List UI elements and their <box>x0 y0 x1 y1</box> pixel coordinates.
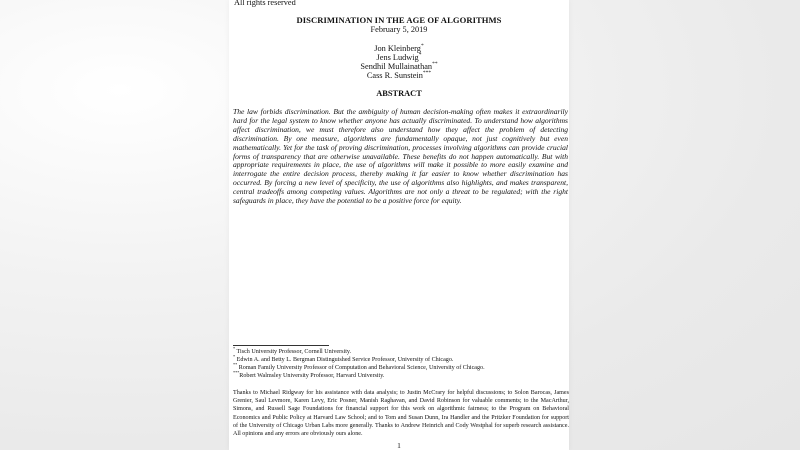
author-name: Cass R. Sunstein <box>366 71 423 80</box>
author-3 <box>229 62 569 71</box>
footnote-2 <box>233 354 454 365</box>
author-name: Jon Kleinberg <box>374 44 421 53</box>
author-mark: * <box>418 52 422 59</box>
paper-title: DISCRIMINATION IN THE AGE OF ALGORITHMS <box>296 15 502 25</box>
footnote-mark: * <box>233 346 236 351</box>
footnote-mark: *** <box>233 370 240 375</box>
footnote-4 <box>233 370 385 381</box>
footnote-mark: ** <box>233 362 238 367</box>
abstract-text: The law forbids discrimination. But the ambiguity of human decision-making often makes it extraordinarily hard for the legal system to know whether anyone has actually discriminated. To understand how algorithms affect discrimination, we must therefore also understand how they affect the problem of detecting discrimination. By one measure, algorithms are fundamentally opaque, not just cognitively but even mathematically. Yet for the task of proving discrimination, processes involving algorithms can provide crucial forms of transparency that are otherwise unavailable. These benefits do not happen automatically. But with appropriate requirements in place, the use of algorithms will make it possible to more easily examine and interrogate the entire decision process, thereby making it far easier to know whether discrimination has occurred. By forcing a new level of specificity, the use of algorithms also highlights, and makes transparent, central tradeoffs among competing values. Algorithms are not only a threat to be regulated; with the right safeguards in place, they have the potential to be a positive force for equity. <box>233 107 568 206</box>
author-4 <box>229 71 569 80</box>
author-mark: ** <box>432 61 438 68</box>
page-number: 1 <box>397 441 401 450</box>
footnote-divider <box>233 345 329 346</box>
footnote-text: Roman Family University Professor of Computation and Behavioral Science, University of Chicago. <box>237 365 485 372</box>
author-2 <box>229 53 569 62</box>
author-1 <box>229 44 569 53</box>
author-mark: *** <box>422 70 432 77</box>
footnote-text: Robert Walmsley University Professor, Harvard University. <box>239 373 385 380</box>
abstract-heading: ABSTRACT <box>376 89 422 98</box>
footnote-1 <box>233 346 352 357</box>
acknowledgements: Thanks to Michael Ridgway for his assistance with data analysis; to Justin McCrary for helpful discussions; to Solon Barocas, James Grenier, Saul Levmore, Karen Levy, Eric Posner, Manish Raghavan, and David Robinson for valuable comments; to the MacArthur, Simons, and Russell Sage Foundations for financial support for this work on algorithmic fairness; to the Program on Behavioral Economics and Public Policy at Harvard Law School; and to Tom and Susan Dunn, Ira Handler and the Pritzker Foundation for support of the University of Chicago Urban Labs more generally. Thanks to Andrew Heinrich and Cody Westphal for superb research assistance. All opinions and any errors are obviously ours alone. <box>233 390 569 438</box>
author-name: Jens Ludwig <box>376 53 419 62</box>
footnote-mark: * <box>233 354 236 359</box>
author-mark: * <box>420 43 424 50</box>
rights-notice: All rights reserved <box>234 0 296 7</box>
footnote-text: Edwin A. and Betty L. Bergman Distinguished Service Professor, University of Chicago. <box>235 357 454 364</box>
document-page <box>229 0 569 450</box>
footnote-text: Tisch University Professor, Cornell University. <box>235 349 352 356</box>
paper-date: February 5, 2019 <box>370 25 428 34</box>
author-name: Sendhil Mullainathan <box>360 62 433 71</box>
footnote-3 <box>233 362 485 373</box>
